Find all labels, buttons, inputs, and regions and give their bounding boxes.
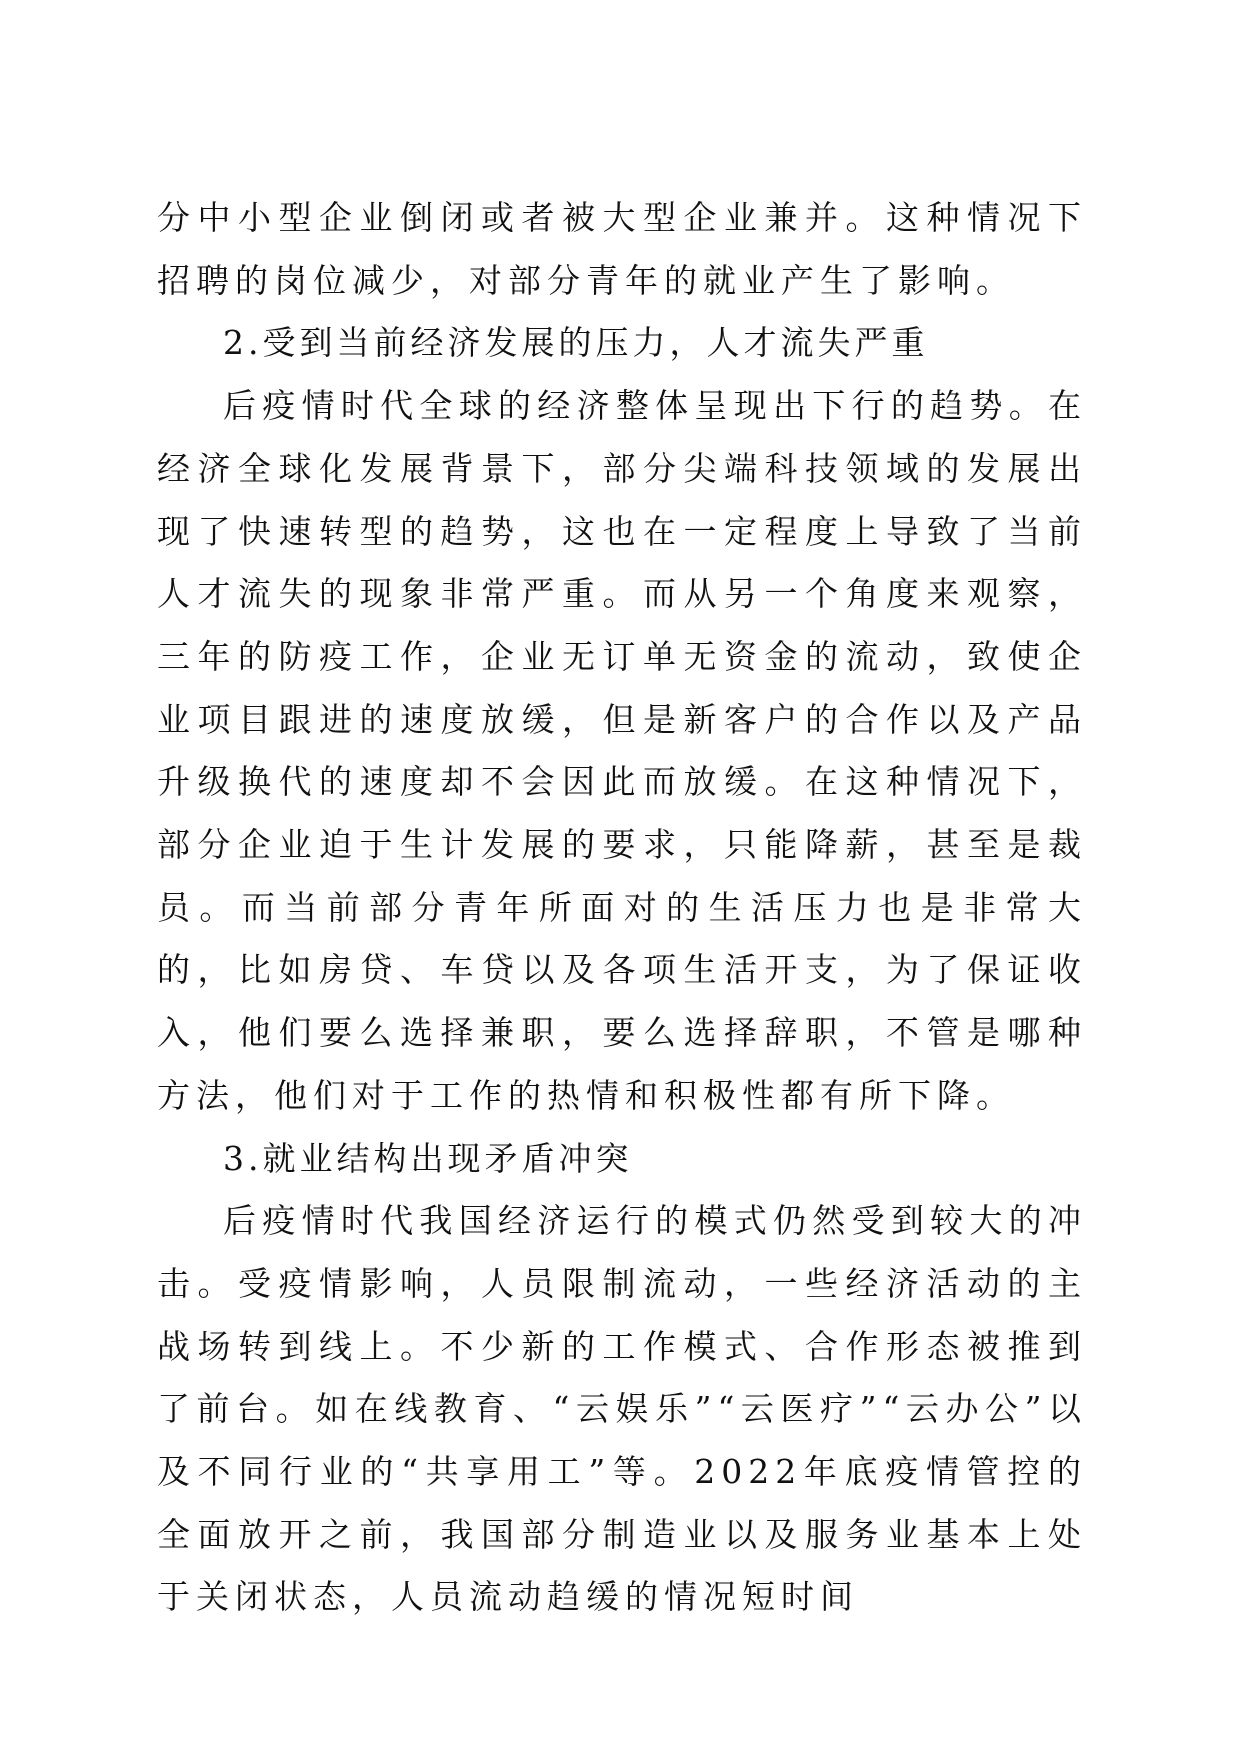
section-heading-3: 3.就业结构出现矛盾冲突: [223, 1138, 633, 1178]
paragraph-employment-structure: 后疫情时代我国经济运行的模式仍然受到较大的冲击。受疫情影响，人员限制流动，一些经济活动的主战场转到线上。不少新的工作模式、合作形态被推到了前台。如在线教育、“云娱乐”“云医疗”“云办公”以及不同行业的“共享用工”等。2022年底疫情管控的全面放开之前，我国部分制造业以及服务业基本上处于关闭状态，人员流动趋缓的情况短时间: [157, 1201, 1087, 1617]
section-heading-2: 2.受到当前经济发展的压力，人才流失严重: [223, 323, 929, 363]
body-text: [157, 187, 1087, 1629]
paragraph-talent-loss: 后疫情时代全球的经济整体呈现出下行的趋势。在经济全球化发展背景下，部分尖端科技领域的发展出现了快速转型的趋势，这也在一定程度上导致了当前人才流失的现象非常严重。而从另一个角度来观察，三年的防疫工作，企业无订单无资金的流动，致使企业项目跟进的速度放缓，但是新客户的合作以及产品升级换代的速度却不会因此而放缓。在这种情况下，部分企业迫于生计发展的要求，只能降薪，甚至是裁员。而当前部分青年所面对的生活压力也是非常大的，比如房贷、车贷以及各项生活开支，为了保证收入，他们要么选择兼职，要么选择辞职，不管是哪种方法，他们对于工作的热情和积极性都有所下降。: [157, 386, 1087, 1115]
paragraph-continuation: 分中小型企业倒闭或者被大型企业兼并。这种情况下招聘的岗位减少，对部分青年的就业产生了影响。: [157, 198, 1087, 300]
